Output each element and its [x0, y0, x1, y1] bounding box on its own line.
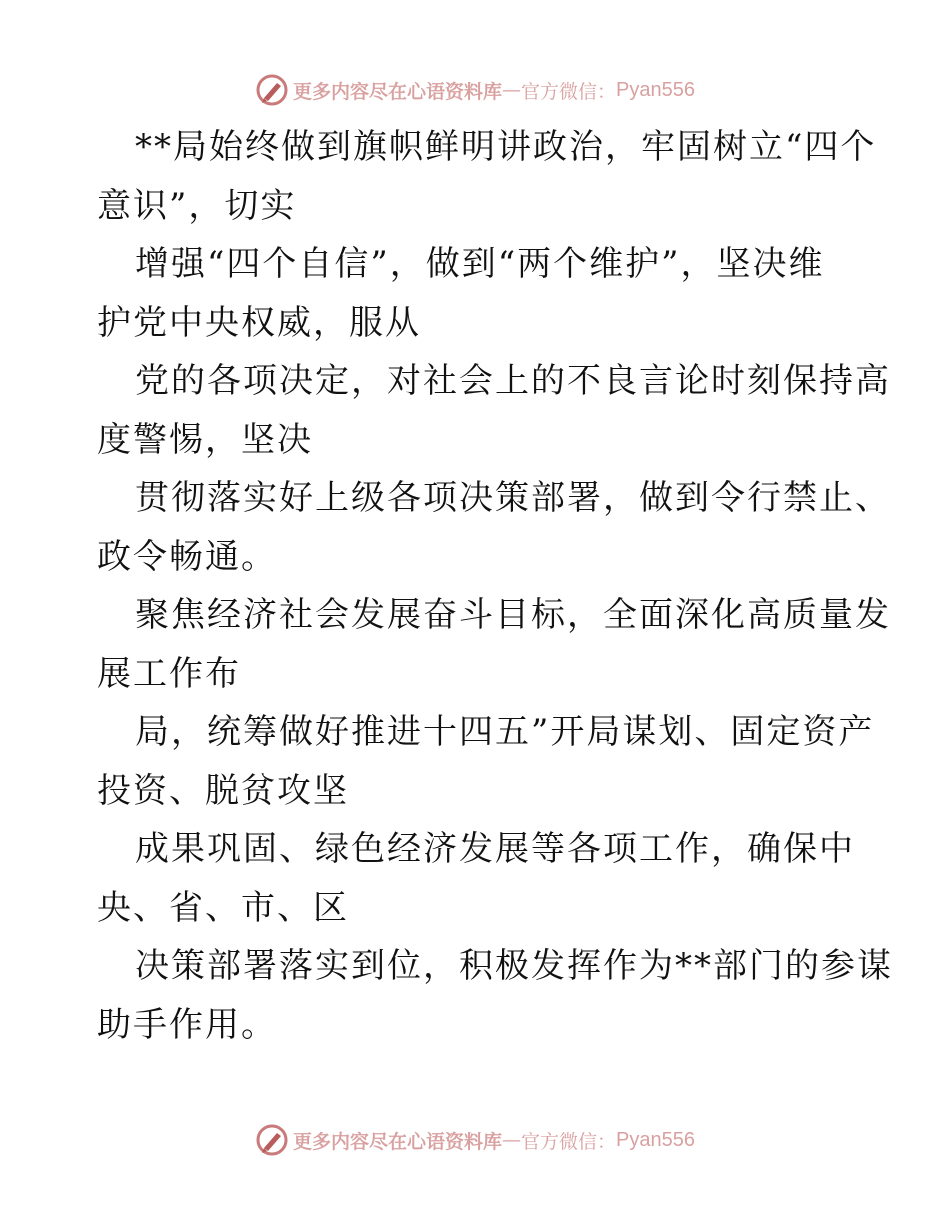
watermark-account: Pyan556 — [616, 1128, 695, 1151]
body-line: 决策部署落实到位，积极发挥作为**部门的参谋 — [135, 946, 893, 986]
body-line: 增强“四个自信”，做到“两个维护”，坚决维 — [135, 244, 825, 284]
watermark-separator: — — [502, 79, 522, 101]
watermark-main-text: 更多内容尽在心语资料库 — [293, 80, 503, 103]
body-line: 央、省、市、区 — [97, 887, 349, 928]
body-line: 政令畅通。 — [97, 536, 277, 577]
body-line: 投资、脱贫攻坚 — [97, 770, 349, 811]
watermark-main-text: 更多内容尽在心语资料库 — [293, 1130, 503, 1153]
watermark-account: Pyan556 — [616, 78, 695, 101]
footer-watermark — [0, 1120, 950, 1160]
body-line: 护党中央权威，服从 — [97, 302, 421, 343]
pen-logo-icon — [255, 73, 289, 107]
body-line: **局始终做到旗帜鲜明讲政治，牢固树立“四个 — [135, 127, 877, 167]
body-line: 展工作布 — [97, 653, 241, 694]
watermark-sub-text: 官方微信： — [521, 80, 617, 103]
body-line: 聚焦经济社会发展奋斗目标，全面深化高质量发 — [135, 595, 891, 635]
body-line: 成果巩固、绿色经济发展等各项工作，确保中 — [135, 829, 855, 869]
header-watermark — [0, 70, 950, 110]
watermark-separator: — — [502, 1129, 522, 1151]
body-line: 度警惕，坚决 — [97, 419, 313, 460]
watermark-sub-text: 官方微信： — [521, 1130, 617, 1153]
body-line: 贯彻落实好上级各项决策部署，做到令行禁止、 — [135, 478, 891, 518]
document-body — [97, 118, 893, 1054]
body-line: 意识”，切实 — [97, 185, 297, 226]
body-line: 党的各项决定，对社会上的不良言论时刻保持高 — [135, 361, 891, 401]
pen-logo-icon — [255, 1123, 289, 1157]
body-line: 局，统筹做好推进十四五”开局谋划、固定资产 — [135, 712, 875, 752]
body-line: 助手作用。 — [97, 1004, 277, 1045]
